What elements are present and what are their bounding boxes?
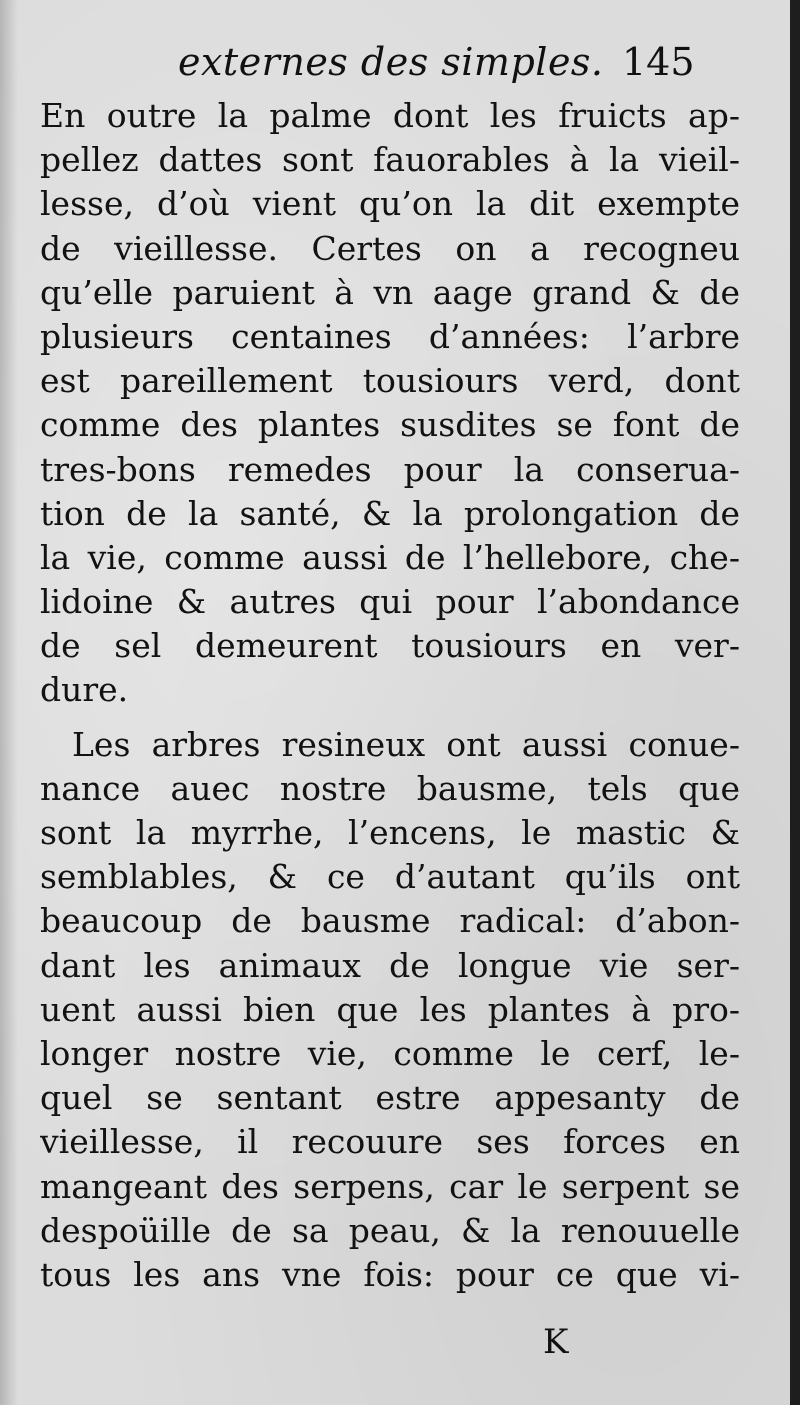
body-text [40, 94, 740, 1297]
text-line: de vieillesse. Certes on a recogneu [40, 228, 740, 268]
text-line: nance auec nostre bausme, tels que [40, 768, 740, 808]
text-line: dant les animaux de longue vie ser- [40, 945, 740, 985]
text-line: quel se sentant estre appesanty de [40, 1078, 740, 1118]
text-line: semblables, & ce d’autant qu’ils ont [40, 857, 740, 897]
text-line: de sel demeurent tousiours en ver- [40, 626, 740, 666]
text-line: dure. [40, 670, 129, 710]
text-line: beaucoup de bausme radical: d’abon- [40, 901, 740, 941]
signature-mark: K [543, 1322, 569, 1362]
text-line: sont la myrrhe, l’encens, le mastic & [40, 813, 740, 852]
paragraph-gap [40, 713, 740, 723]
running-head: externes des simples. [178, 40, 604, 84]
text-line: tion de la santé, & la prolongation de [40, 493, 740, 533]
text-line: est pareillement tousiours verd, dont [40, 361, 740, 401]
text-line: tous les ans vne fois: pour ce que vi- [40, 1254, 740, 1294]
text-line: En outre la palme dont les fruicts ap- [40, 96, 740, 135]
text-line: vieillesse, il recouure ses forces en [40, 1122, 740, 1162]
page-header [0, 40, 790, 100]
text-line: longer nostre vie, comme le cerf, le- [40, 1033, 740, 1073]
text-line: tres-bons remedes pour la conserua- [40, 449, 740, 489]
page-number: 145 [622, 40, 695, 84]
text-line: mangeant des serpens, car le serpent se [40, 1166, 740, 1206]
page-edge [790, 0, 800, 1405]
text-line: despoüille de sa peau, & la renouuelle [40, 1210, 740, 1250]
paragraph-1 [40, 94, 740, 713]
text-line: pellez dattes sont fauorables à la vieil- [40, 140, 740, 180]
text-line: la vie, comme aussi de l’hellebore, che- [40, 537, 740, 577]
text-line: lesse, d’où vient qu’on la dit exempte [40, 184, 740, 224]
text-line: plusieurs centaines d’années: l’arbre [40, 316, 740, 356]
spine-shadow [0, 0, 18, 1405]
text-line: qu’elle paruient à vn aage grand & de [40, 272, 740, 312]
text-line: uent aussi bien que les plantes à pro- [40, 989, 740, 1029]
text-line: comme des plantes susdites se font de [40, 405, 740, 445]
paragraph-2 [40, 723, 740, 1297]
text-line: lidoine & autres qui pour l’abondance [40, 582, 740, 622]
text-line: Les arbres resineux ont aussi conue- [72, 724, 740, 764]
